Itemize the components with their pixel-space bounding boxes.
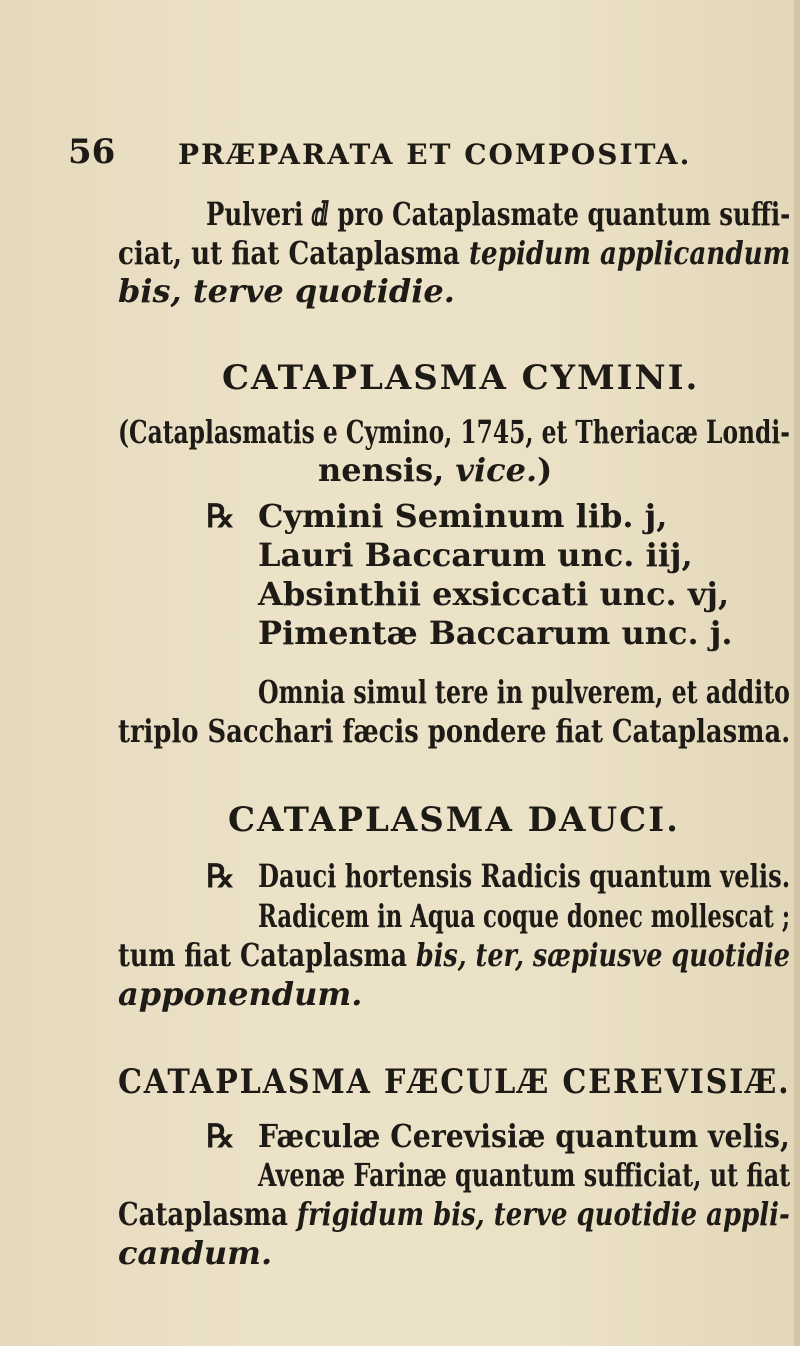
intro-line-3: bis, terve quotidie. [118, 272, 455, 310]
recipe-symbol-faeculae: ℞ [206, 1117, 235, 1155]
heading-cymini: CATAPLASMA CYMINI. [222, 358, 700, 398]
heading-dauci: CATAPLASMA DAUCI. [228, 800, 680, 840]
page-edge [794, 0, 800, 1346]
dauci-line-1: Dauci hortensis Radicis quantum velis. [258, 857, 791, 895]
cymini-note-line-2: nensis, vice.) [318, 451, 553, 489]
faeculae-line-1: Fæculæ Cerevisiæ quantum velis, [258, 1117, 790, 1155]
dauci-line-4: apponendum. [118, 975, 363, 1013]
faeculae-line-3: Cataplasma frigidum bis, terve quotidie appli- [118, 1195, 790, 1233]
intro-line-2: ciat, ut fiat Cataplasma tepidum applicandum [118, 234, 791, 272]
ingredient-line: Cymini Seminum lib. j, [258, 497, 668, 535]
recipe-symbol-dauci: ℞ [206, 857, 235, 895]
cymini-note-line-1: (Cataplasmatis e Cymino, 1745, et Theriacæ Londi- [118, 413, 790, 451]
ingredient-line: Lauri Baccarum unc. iij, [258, 536, 693, 574]
dauci-line-2: Radicem in Aqua coque donec mollescat ; [258, 897, 791, 935]
dauci-line-3: tum fiat Cataplasma bis, ter, sæpiusve quotidie [118, 936, 791, 974]
running-title: PRÆPARATA ET COMPOSITA. [178, 138, 692, 171]
page-number: 56 [68, 132, 116, 172]
heading-faeculae: CATAPLASMA FÆCULÆ CEREVISIÆ. [118, 1062, 791, 1102]
recipe-symbol-cymini: ℞ [206, 497, 235, 535]
cymini-instruction-line-1: Omnia simul tere in pulverem, et addito [258, 673, 790, 711]
ingredient-line: Pimentæ Baccarum unc. j. [258, 614, 733, 652]
ingredient-line: Absinthii exsiccati unc. vj, [258, 575, 730, 613]
intro-line-1: Pulveri ⅆ pro Cataplasmate quantum suffi- [206, 195, 791, 233]
cymini-instruction-line-2: triplo Sacchari fæcis pondere fiat Cataplasma. [118, 712, 791, 750]
faeculae-line-4: candum. [118, 1234, 273, 1272]
faeculae-line-2: Avenæ Farinæ quantum sufficiat, ut fiat [258, 1156, 791, 1194]
